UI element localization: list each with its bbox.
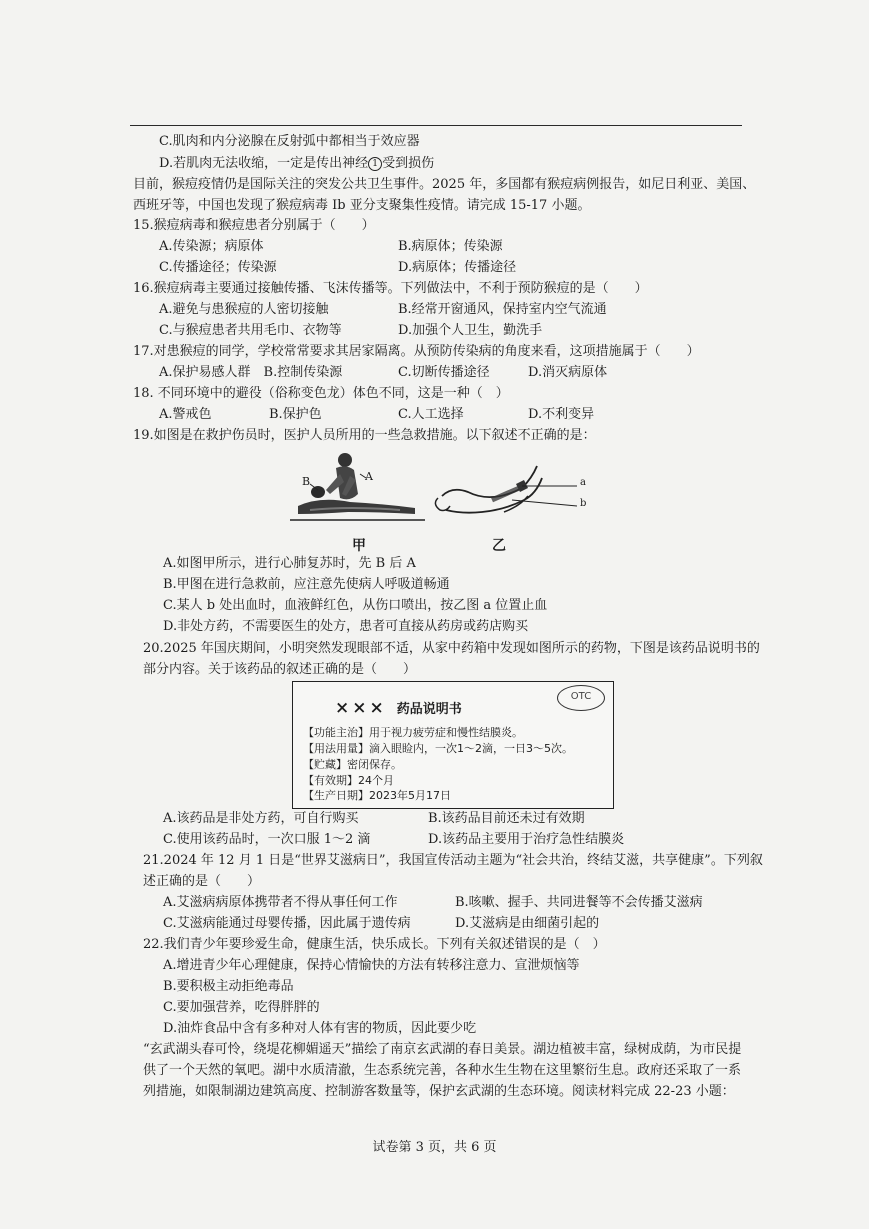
leaflet-dosage: 【用法用量】滴入眼睑内，一次1～2滴，一日3～5次。: [303, 742, 573, 755]
drug-leaflet: [292, 681, 614, 809]
q20-option-c: C.使用该药品时，一次口服 1～2 滴: [163, 832, 371, 847]
q20-option-a: A.该药品是非处方药，可自行购买: [163, 811, 359, 826]
q17-option-ab: A.保护易感人群 B.控制传染源: [159, 365, 343, 380]
q15-stem: 15.猴痘病毒和猴痘患者分别属于（ ）: [133, 218, 375, 233]
q20-option-b: B.该药品目前还未过有效期: [428, 811, 585, 826]
fig-jia-label-b: B: [302, 475, 311, 488]
circled-number: 1: [368, 157, 382, 171]
q18-option-a: A.警戒色: [159, 407, 212, 422]
q19-stem: 19.如图是在救护伤员时，医护人员所用的一些急救措施。以下叙述不正确的是：: [133, 428, 596, 443]
q15-option-b: B.病原体；传染源: [398, 239, 503, 254]
q18-option-d: D.不利变异: [528, 407, 595, 422]
cpr-illustration: [290, 450, 425, 530]
q17-stem: 17.对患猴痘的同学，学校常常要求其居家隔离。从预防传染病的角度来看，这项措施属于（ ）: [133, 344, 700, 359]
leaflet-title: ××× 药品说明书: [335, 698, 462, 718]
q20-stem-cont: 部分内容。关于该药品的叙述正确的是（ ）: [143, 662, 417, 677]
q21-stem: 21.2024 年 12 月 1 日是“世界艾滋病日”，我国宣传活动主题为“社会共治，终结艾滋，共享健康”。下列叙: [143, 853, 763, 868]
passage-line: “玄武湖头春可怜，绕堤花柳媚遥天”描绘了南京玄武湖的春日美景。湖边植被丰富，绿树成荫，为市民提: [143, 1042, 742, 1057]
q21-option-d: D.艾滋病是由细菌引起的: [455, 916, 600, 931]
fig-yi-label-a: a: [580, 477, 586, 488]
q22-option-b: B.要积极主动拒绝毒品: [163, 979, 294, 994]
q17-option-c: C.切断传播途径: [398, 365, 490, 380]
q21-option-b: B.咳嗽、握手、共同进餐等不会传播艾滋病: [455, 895, 703, 910]
q22-option-d: D.油炸食品中含有多种对人体有害的物质，因此要少吃: [163, 1021, 477, 1036]
q16-option-c: C.与猴痘患者共用毛巾、衣物等: [159, 323, 342, 338]
top-rule: [130, 125, 742, 126]
q15-option-d: D.病原体；传播途径: [398, 260, 517, 275]
q16-stem: 16.猴痘病毒主要通过接触传播、飞沫传播等。下列做法中，不利于预防猴痘的是（ ）: [133, 281, 648, 296]
q21-option-a: A.艾滋病病原体携带者不得从事任何工作: [163, 895, 398, 910]
otc-badge: OTC: [557, 685, 605, 711]
q21-stem-cont: 述正确的是（ ）: [143, 874, 261, 889]
q22-option-c: C.要加强营养，吃得胖胖的: [163, 1000, 320, 1015]
passage-line: 列措施，如限制湖边建筑高度、控制游客数量等，保护玄武湖的生态环境。阅读材料完成 22-23 小题：: [143, 1084, 735, 1099]
leaflet-production-date: 【生产日期】2023年5月17日: [303, 789, 451, 802]
q18-stem: 18. 不同环境中的避役（俗称变色龙）体色不同，这是一种（ ）: [133, 386, 509, 401]
leaflet-storage: 【贮藏】密闭保存。: [303, 758, 402, 771]
q17-option-d: D.消灭病原体: [528, 365, 608, 380]
q19-option-a: A.如图甲所示，进行心肺复苏时，先 B 后 A: [163, 556, 416, 571]
q14-option-c: C.肌肉和内分泌腺在反射弧中都相当于效应器: [159, 134, 420, 149]
arm-illustration: [432, 456, 592, 536]
passage-line: 西班牙等，中国也发现了猴痘病毒 Ib 亚分支聚集性疫情。请完成 15-17 小题。: [133, 198, 591, 213]
fig-jia-caption: 甲: [352, 538, 366, 554]
page-footer: 试卷第 3 页，共 6 页: [372, 1140, 497, 1155]
leaflet-indications: 【功能主治】用于视力疲劳症和慢性结膜炎。: [303, 726, 523, 739]
q20-option-d: D.该药品主要用于治疗急性结膜炎: [428, 832, 625, 847]
q18-option-c: C.人工选择: [398, 407, 464, 422]
q15-option-c: C.传播途径；传染源: [159, 260, 277, 275]
q21-option-c: C.艾滋病能通过母婴传播，因此属于遗传病: [163, 916, 411, 931]
q16-option-a: A.避免与患猴痘的人密切接触: [159, 302, 329, 317]
leaflet-validity: 【有效期】24个月: [303, 774, 394, 787]
q19-option-d: D.非处方药，不需要医生的处方，患者可直接从药房或药店购买: [163, 619, 529, 634]
q19-option-b: B.甲图在进行急救前，应注意先使病人呼吸道畅通: [163, 577, 450, 592]
fig-jia-label-a: A: [365, 470, 373, 483]
q16-option-b: B.经常开窗通风，保持室内空气流通: [398, 302, 607, 317]
q15-option-a: A.传染源；病原体: [159, 239, 264, 254]
fig-yi-label-b: b: [580, 498, 587, 509]
q16-option-d: D.加强个人卫生，勤洗手: [398, 323, 543, 338]
passage-line: 供了一个天然的氧吧。湖中水质清澈，生态系统完善，各种水生生物在这里繁衍生息。政府还采取了一系: [143, 1063, 742, 1078]
q22-stem: 22.我们青少年要珍爱生命，健康生活，快乐成长。下列有关叙述错误的是（ ）: [143, 937, 606, 952]
q22-option-a: A.增进青少年心理健康，保持心情愉快的方法有转移注意力、宣泄烦恼等: [163, 958, 580, 973]
q14-option-d: D.若肌肉无法收缩，一定是传出神经 1 受到损伤: [159, 156, 435, 171]
fig-yi-caption: 乙: [492, 538, 506, 554]
passage-line: 目前，猴痘疫情仍是国际关注的突发公共卫生事件。2025 年，多国都有猴痘病例报告，如尼日利亚、美国、: [133, 177, 756, 192]
q20-stem: 20.2025 年国庆期间，小明突然发现眼部不适，从家中药箱中发现如图所示的药物，下图是该药品说明书的: [143, 641, 760, 656]
q19-option-c: C.某人 b 处出血时，血液鲜红色，从伤口喷出，按乙图 a 位置止血: [163, 598, 548, 613]
q18-option-b: B.保护色: [269, 407, 322, 422]
